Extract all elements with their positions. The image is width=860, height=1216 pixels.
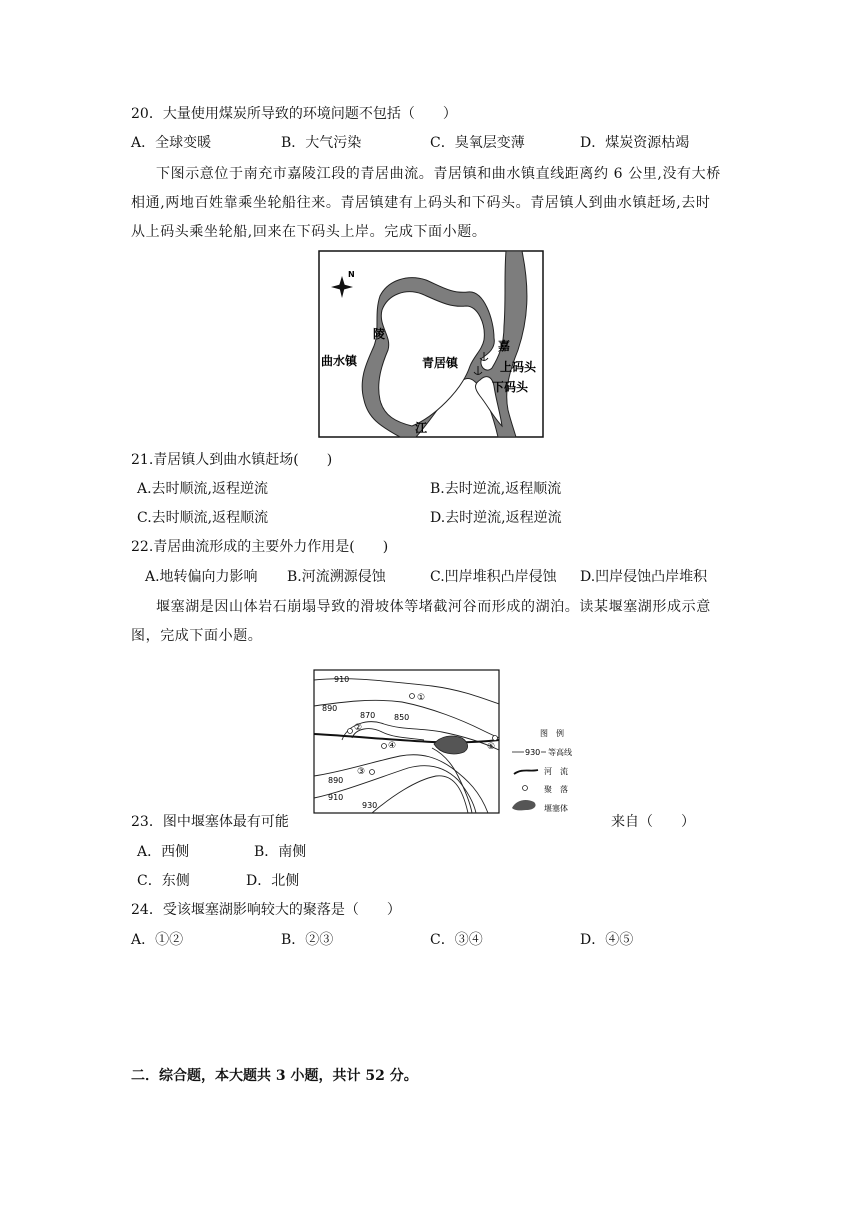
q21-option-a: A.去时顺流,返程逆流 — [137, 481, 269, 497]
map-label-ling: 陵 — [373, 327, 386, 341]
contour-label-890-bottom: 890 — [328, 776, 344, 785]
contour-label-910-top: 910 — [334, 675, 350, 684]
q22-option-b: B.河流溯源侵蚀 — [287, 569, 386, 585]
passage2-line-2: 图，完成下面小题。 — [131, 628, 263, 644]
q21-stem: 21.青居镇人到曲水镇赶场( ) — [131, 452, 333, 468]
q20-stem: 20．大量使用煤炭所导致的环境问题不包括（ ） — [131, 106, 457, 122]
legend-river: 河 流 — [544, 767, 568, 776]
settlement-3: ③ — [357, 767, 366, 777]
q23-option-a: A．西侧 — [137, 844, 190, 860]
settlement-2: ② — [354, 723, 363, 733]
map-legend — [512, 728, 572, 813]
q22-stem: 22.青居曲流形成的主要外力作用是( ) — [131, 539, 389, 555]
passage1-line-1: 下图示意位于南充市嘉陵江段的青居曲流。青居镇和曲水镇直线距离约 6 公里,没有大桥 — [156, 166, 721, 182]
q23-option-d: D．北侧 — [246, 873, 300, 889]
q24-option-a: A．①② — [131, 932, 184, 948]
passage2-line-1: 堰塞湖是因山体岩石崩塌导致的滑坡体等堵截河谷而形成的湖泊。读某堰塞湖形成示意 — [156, 599, 711, 615]
section-2-heading: 二．综合题，本大题共 3 小题，共计 52 分。 — [131, 1068, 418, 1084]
q22-option-d: D.凹岸侵蚀凸岸堆积 — [580, 569, 708, 585]
barrier-lake-map — [312, 668, 617, 818]
q23-stem-end: 来自（ ） — [611, 814, 695, 830]
settlement-1: ① — [417, 693, 426, 703]
contour-label-850: 850 — [394, 713, 410, 722]
q24-stem: 24．受该堰塞湖影响较大的聚落是（ ） — [131, 902, 401, 918]
q23-option-b: B．南侧 — [254, 844, 307, 860]
map-label-qushui: 曲水镇 — [321, 354, 358, 368]
map-label-qingju: 青居镇 — [422, 356, 459, 370]
q22-option-c: C.凹岸堆积凸岸侵蚀 — [430, 569, 557, 585]
legend-dam: 堰塞体 — [544, 804, 568, 813]
settlement-5: ⑤ — [487, 742, 496, 752]
q20-option-c: C．臭氧层变薄 — [430, 135, 525, 151]
q23-option-c: C．东侧 — [137, 873, 190, 889]
legend-contour: 等高线 — [548, 748, 572, 757]
contour-label-870: 870 — [360, 711, 376, 720]
q21-option-d: D.去时逆流,返程逆流 — [430, 510, 562, 526]
legend-settlement: 聚 落 — [544, 785, 568, 794]
map-label-lower-dock: 下码头 — [492, 380, 529, 394]
legend-contour-value: 930 — [525, 748, 541, 757]
legend-title: 图 例 — [540, 729, 564, 738]
q20-option-a: A．全球变暖 — [131, 135, 212, 151]
q24-option-c: C．③④ — [430, 932, 483, 948]
contour-label-890-left: 890 — [322, 704, 338, 713]
contour-label-930: 930 — [362, 801, 378, 810]
north-label: N — [348, 270, 355, 279]
q20-option-b: B．大气污染 — [281, 135, 362, 151]
q23-stem: 23．图中堰塞体最有可能 — [131, 814, 289, 830]
q21-option-b: B.去时逆流,返程顺流 — [430, 481, 562, 497]
map-label-jia: 嘉 — [498, 339, 511, 353]
settlement-4: ④ — [388, 741, 397, 751]
q22-option-a: A.地转偏向力影响 — [145, 569, 258, 585]
q21-option-c: C.去时顺流,返程顺流 — [137, 510, 269, 526]
map-label-jiang: 江 — [415, 421, 428, 435]
q20-option-d: D．煤炭资源枯竭 — [580, 135, 690, 151]
passage1-line-2: 相通,两地百姓靠乘坐轮船往来。青居镇建有上码头和下码头。青居镇人到曲水镇赶场,去时 — [131, 195, 711, 211]
contour-label-910-bottom: 910 — [328, 793, 344, 802]
map-label-upper-dock: 上码头 — [500, 360, 537, 374]
q24-option-b: B．②③ — [281, 932, 334, 948]
passage1-line-3: 从上码头乘坐轮船,回来在下码头上岸。完成下面小题。 — [131, 224, 487, 240]
q24-option-d: D．④⑤ — [580, 932, 634, 948]
meander-map — [318, 250, 544, 438]
